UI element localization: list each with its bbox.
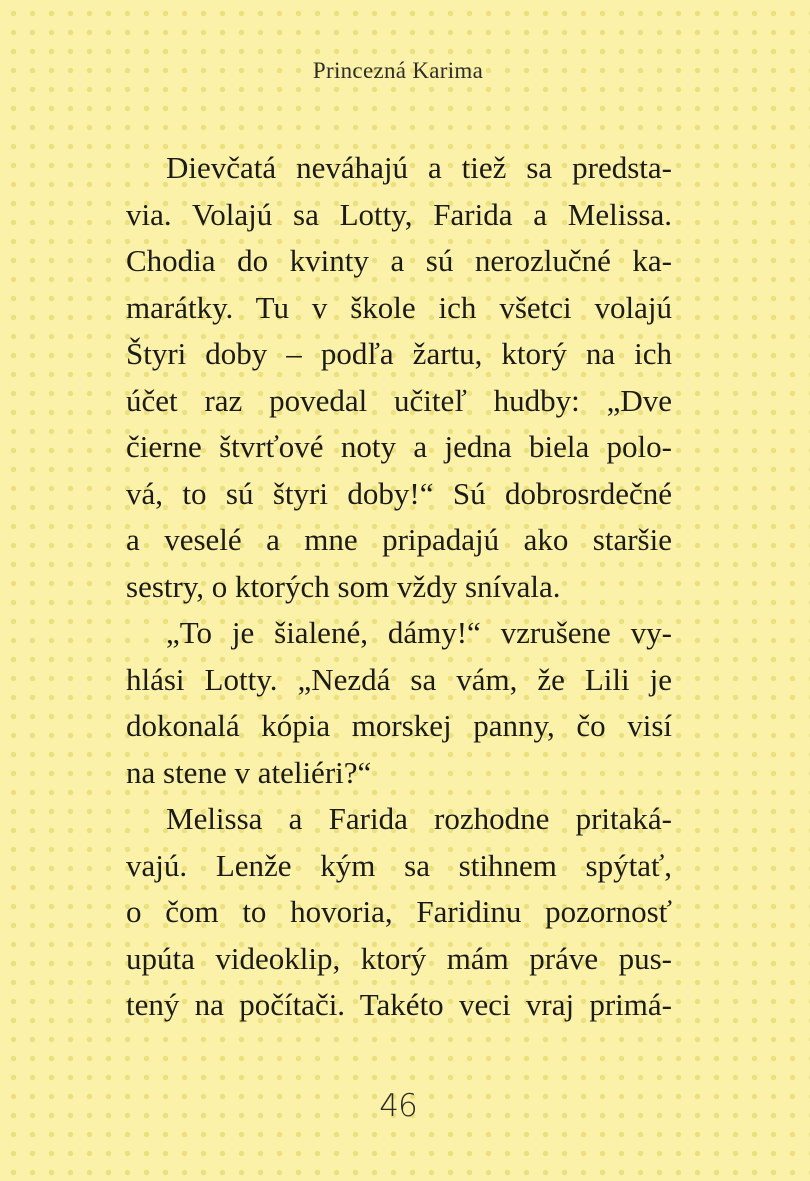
text-line: tený na počítači. Takéto veci vraj primá- <box>126 987 672 1022</box>
text-line: Melissa a Farida rozhodne pritaká- <box>166 801 672 836</box>
text-line: sestry, o ktorých som vždy snívala. <box>126 568 561 604</box>
text-line: marátky. Tu v škole ich všetci volajú <box>126 289 672 325</box>
text-line: hlási Lotty. „Nezdá sa vám, že Lili je <box>126 661 672 697</box>
text-line: via. Volajú sa Lotty, Farida a Melissa. <box>126 196 672 232</box>
text-line: vá, to sú štyri doby!“ Sú dobrosrdečné <box>126 475 672 511</box>
text-line: Dievčatá neváhajú a tiež sa predsta- <box>166 150 672 185</box>
text-line: „To je šialené, dámy!“ vzrušene vy- <box>166 615 672 650</box>
text-line: vajú. Lenže kým sa stihnem spýtať, <box>126 847 672 883</box>
text-line: účet raz povedal učiteľ hudby: „Dve <box>126 382 672 418</box>
text-line: o čom to hovoria, Faridinu pozornosť <box>126 894 672 929</box>
text-line: a veselé a mne pripadajú ako staršie <box>126 522 672 557</box>
text-line: upúta videoklip, ktorý mám práve pus- <box>126 940 672 976</box>
page-number: 46 <box>379 1088 417 1124</box>
text-line: čierne štvrťové noty a jedna biela polo- <box>126 429 672 464</box>
body-text <box>126 145 672 1029</box>
running-header: Princezná Karima <box>312 58 484 83</box>
text-line: Štyri doby – podľa žartu, ktorý na ich <box>126 336 672 371</box>
text-line: dokonalá kópia morskej panny, čo visí <box>126 708 672 743</box>
text-line: Chodia do kvinty a sú nerozlučné ka- <box>126 243 672 278</box>
text-line: na stene v ateliéri?“ <box>126 754 372 790</box>
